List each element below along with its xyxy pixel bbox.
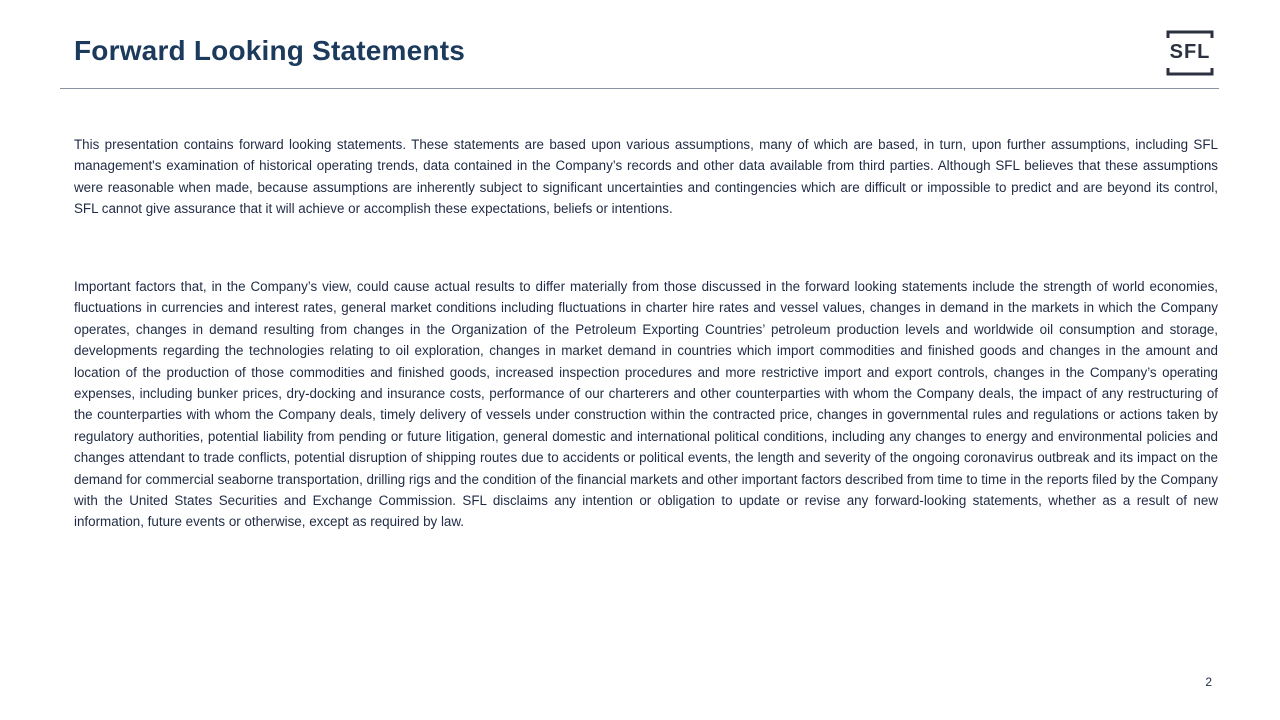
paragraph-important-factors: Important factors that, in the Company’s view, could cause actual results to differ materially from those discussed in the forward looking statements include the strength of world economies, fluctuations in currencies and interest rates, general market conditions including fluctuations in charter hire rates and vessel values, changes in demand in the markets in which the Company operates, changes in demand resulting from changes in the Organization of the Petroleum Exporting Countries’ petroleum production levels and worldwide oil consumption and storage, developments regarding the technologies relating to oil exploration, changes in market demand in countries which import commodities and finished goods and changes in the amount and location of the production of those commodities and finished goods, increased inspection procedures and more restrictive import and export controls, changes in the Company’s operating expenses, including bunker prices, dry-docking and insurance costs, performance of our charterers and other counterparties with whom the Company deals, the impact of any restructuring of the counterparties with whom the Company deals, timely delivery of vessels under construction within the contracted price, changes in governmental rules and regulations or actions taken by regulatory authorities, potential liability from pending or future litigation, general domestic and international political conditions, including any changes to energy and environmental policies and changes attendant to trade conflicts, potential disruption of shipping routes due to accidents or political events, the length and severity of the ongoing coronavirus outbreak and its impact on the demand for commercial seaborne transportation, drilling rigs and the condition of the financial markets and other important factors described from time to time in the reports filed by the Company with the United States Securities and Exchange Commission. SFL disclaims any intention or obligation to update or revise any forward-looking statements, whether as a result of new information, future events or otherwise, except as required by law.	[74, 279, 1218, 530]
logo-text: SFL	[1169, 41, 1211, 63]
page-title: Forward Looking Statements	[74, 35, 466, 66]
sfl-logo	[1165, 30, 1215, 76]
page-number: 2	[1205, 675, 1212, 689]
paragraph-assumptions: This presentation contains forward looking statements. These statements are based upon various assumptions, many of which are based, in turn, upon further assumptions, including SFL management's examination of historical operating trends, data contained in the Company’s records and other data available from third parties. Although SFL believes that these assumptions were reasonable when made, because assumptions are inherently subject to significant uncertainties and contingencies which are difficult or impossible to predict and are beyond its control, SFL cannot give assurance that it will achieve or accomplish these expectations, beliefs or intentions.	[74, 137, 1218, 217]
title-divider	[60, 88, 1219, 89]
